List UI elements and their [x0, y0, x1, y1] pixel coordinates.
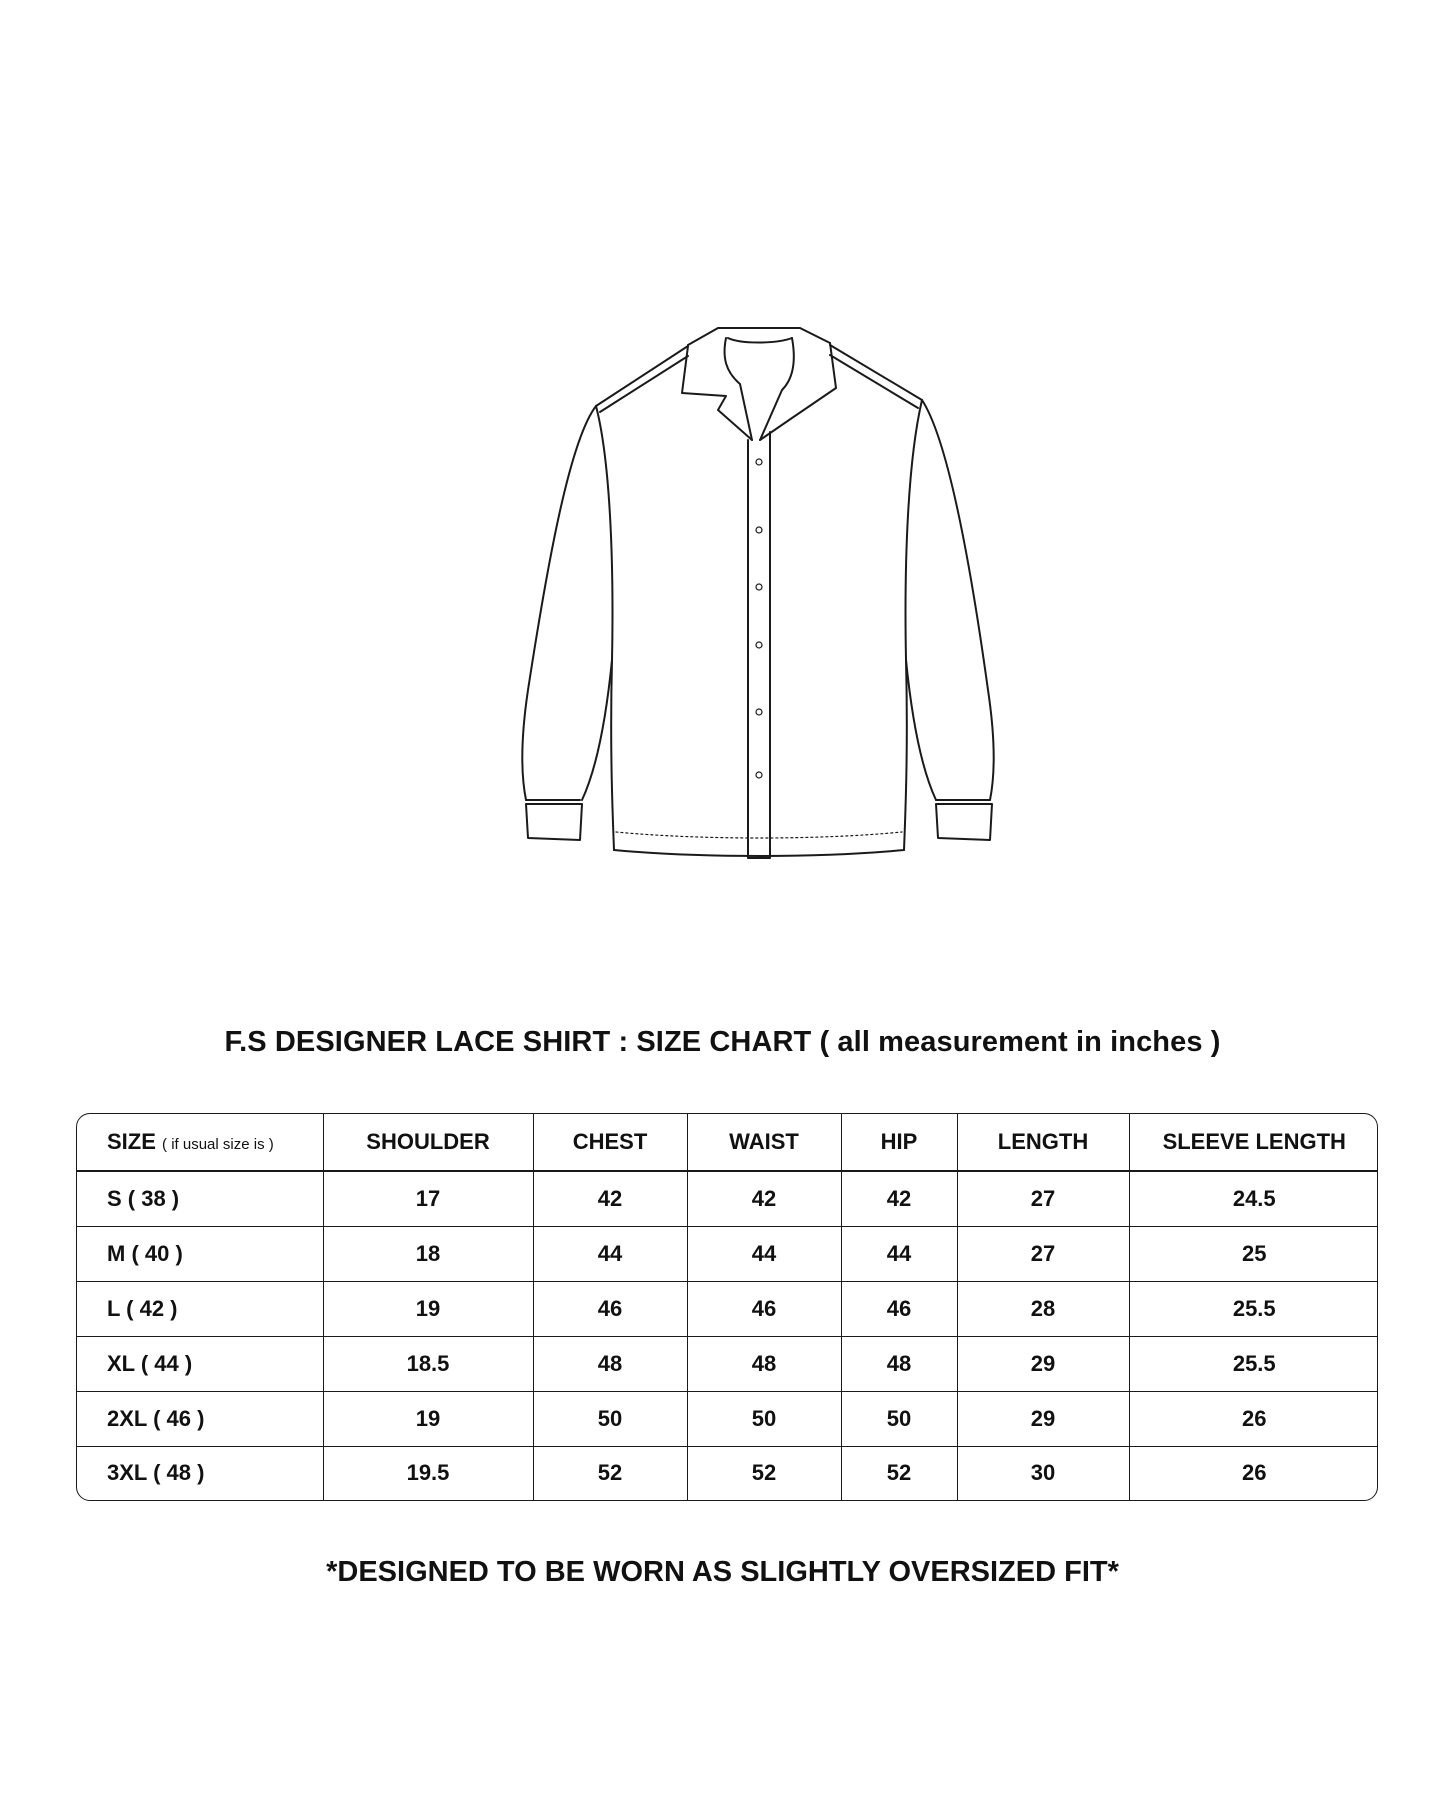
- page-title: F.S DESIGNER LACE SHIRT : SIZE CHART ( all measurement in inches ): [224, 1026, 1221, 1058]
- table-row: [77, 1282, 1378, 1337]
- chest-cell: 48: [533, 1337, 687, 1392]
- hip-cell: 52: [841, 1446, 957, 1500]
- hip-cell: 44: [841, 1227, 957, 1282]
- sleeve-length-cell: 26: [1242, 1460, 1267, 1486]
- table-header-row: [77, 1114, 1378, 1171]
- table-row: [77, 1446, 1378, 1500]
- sleeve-length-cell: 25.5: [1129, 1282, 1378, 1337]
- shoulder-cell: 18.5: [323, 1337, 533, 1392]
- header-size-note: ( if usual size is ): [162, 1136, 274, 1153]
- size-chart-table: [76, 1113, 1378, 1501]
- hip-cell: 42: [841, 1171, 957, 1227]
- chest-cell: 52: [533, 1446, 687, 1500]
- waist-cell: 46: [687, 1282, 841, 1337]
- size-table: [77, 1114, 1378, 1500]
- hip-cell: 48: [841, 1337, 957, 1392]
- length-cell: 29: [957, 1337, 1129, 1392]
- waist-cell: 52: [687, 1446, 841, 1500]
- shoulder-cell: 19.5: [323, 1446, 533, 1500]
- waist-cell: 42: [687, 1171, 841, 1227]
- hip-cell: 46: [841, 1282, 957, 1337]
- waist-cell: 50: [687, 1391, 841, 1446]
- length-cell: 27: [957, 1227, 1129, 1282]
- table-row: [77, 1227, 1378, 1282]
- chest-cell: 44: [533, 1227, 687, 1282]
- size-cell: 2XL ( 46 ): [77, 1391, 323, 1446]
- hip-cell: 50: [841, 1391, 957, 1446]
- shoulder-cell: 19: [323, 1391, 533, 1446]
- header-shoulder: SHOULDER: [323, 1114, 533, 1171]
- size-cell: L ( 42 ): [77, 1282, 323, 1337]
- shoulder-cell: 17: [323, 1171, 533, 1227]
- header-size: [77, 1114, 323, 1171]
- shoulder-cell: 19: [323, 1282, 533, 1337]
- sleeve-length-cell: 26: [1129, 1391, 1378, 1446]
- sleeve-length-cell: 24.5: [1129, 1171, 1378, 1227]
- shirt-illustration: [0, 0, 1445, 900]
- shoulder-cell: 18: [323, 1227, 533, 1282]
- waist-cell: 48: [687, 1337, 841, 1392]
- header-length: LENGTH: [957, 1114, 1129, 1171]
- size-cell: 3XL ( 48 ): [77, 1446, 323, 1500]
- chest-cell: 50: [533, 1391, 687, 1446]
- header-chest: CHEST: [533, 1114, 687, 1171]
- size-cell: S ( 38 ): [77, 1171, 323, 1227]
- header-sleeve-length: SLEEVE LENGTH: [1129, 1114, 1378, 1171]
- header-size-label: SIZE: [107, 1129, 156, 1154]
- table-row: [77, 1337, 1378, 1392]
- header-hip: HIP: [841, 1114, 957, 1171]
- fit-note: *DESIGNED TO BE WORN AS SLIGHTLY OVERSIZED FIT*: [326, 1556, 1119, 1588]
- long-sleeve-camp-collar-shirt-icon: [0, 0, 1445, 900]
- chest-cell: 42: [533, 1171, 687, 1227]
- size-cell: M ( 40 ): [77, 1227, 323, 1282]
- chest-cell: 46: [533, 1282, 687, 1337]
- sleeve-length-cell: 25: [1129, 1227, 1378, 1282]
- sleeve-length-cell: 25.5: [1129, 1337, 1378, 1392]
- header-waist: WAIST: [687, 1114, 841, 1171]
- length-cell: 30: [957, 1446, 1129, 1500]
- length-cell: 28: [957, 1282, 1129, 1337]
- waist-cell: 44: [687, 1227, 841, 1282]
- table-row: [77, 1171, 1378, 1227]
- size-cell: XL ( 44 ): [77, 1337, 323, 1392]
- length-cell: 29: [957, 1391, 1129, 1446]
- table-row: [77, 1391, 1378, 1446]
- length-cell: 27: [957, 1171, 1129, 1227]
